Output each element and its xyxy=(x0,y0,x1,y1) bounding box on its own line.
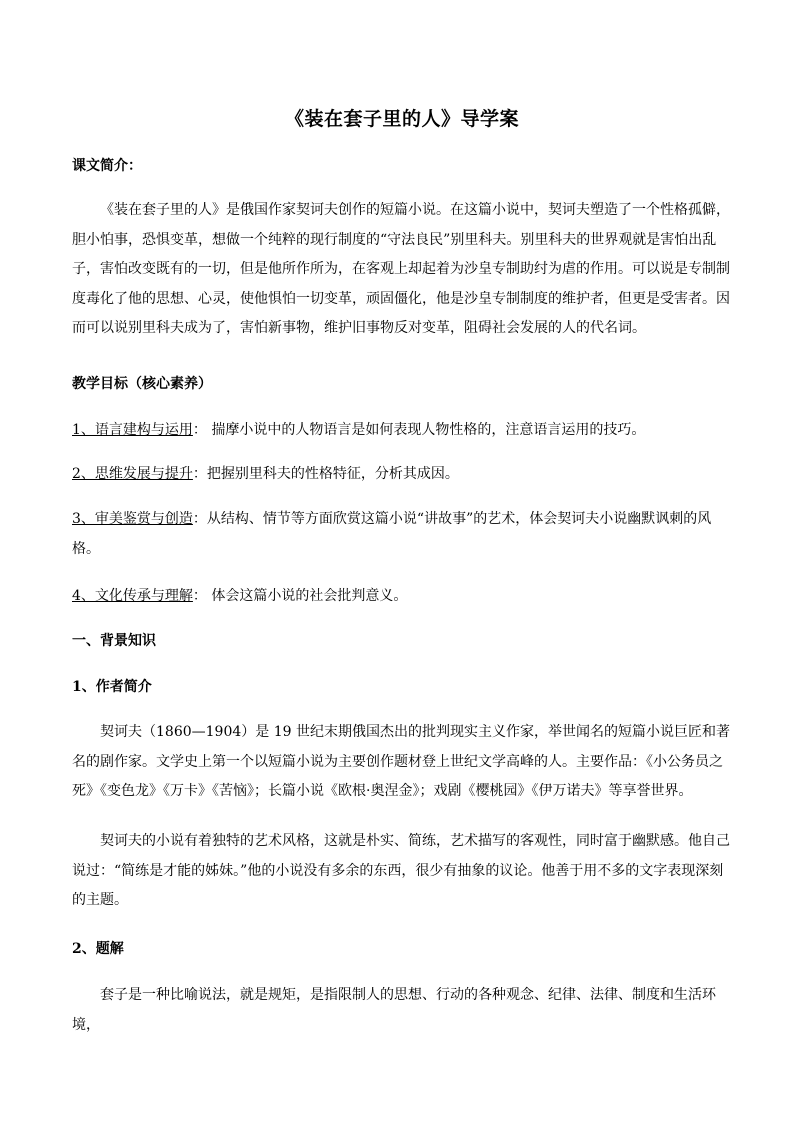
goal-text-1: 揣摩小说中的人物语言是如何表现人物性格的，注意语言运用的技巧。 xyxy=(206,422,646,438)
goal-item-2 xyxy=(72,460,732,490)
goal-item-3 xyxy=(72,505,732,564)
goal-item-1 xyxy=(72,416,732,446)
intro-heading: 课文简介： xyxy=(72,158,142,174)
goal-sep-4: ： xyxy=(192,588,207,604)
title-explain-paragraph: 套子是一种比喻说法，就是规矩，是指限制人的思想、行动的各种观念、纪律、法律、制度和生活环境， xyxy=(72,987,716,1033)
section-background-heading: 一、背景知识 xyxy=(72,633,156,649)
author-paragraph-2: 契诃夫的小说有着独特的艺术风格，这就是朴实、简练，艺术描写的客观性，同时富于幽默感。他自己说过：“简练是才能的姊妹。”他的小说没有多余的东西，很少有抽象的议论。他善于用不多的文字表现深刻的主题。 xyxy=(72,833,730,908)
goal-label-4: 4、文化传承与理解 xyxy=(72,588,193,604)
goal-label-1: 1、语言建构与运用 xyxy=(72,422,193,438)
intro-paragraph: 《装在套子里的人》是俄国作家契诃夫创作的短篇小说。在这篇小说中，契诃夫塑造了一个性格孤僻，胆小怕事，恐惧变革，想做一个纯粹的现行制度的“守法良民”别里科夫。别里科夫的世界观就是害怕出乱子，害怕改变既有的一切，但是他所作所为，在客观上却起着为沙皇专制助纣为虐的作用。可以说是专制制度毒化了他的思想、心灵，使他惧怕一切变革，顽固僵化，他是沙皇专制制度的维护者，但更是受害者。因而可以说别里科夫成为了，害怕新事物，维护旧事物反对变革，阻碍社会发展的人的代名词。 xyxy=(72,202,730,336)
goal-label-2: 2、思维发展与提升 xyxy=(72,466,193,482)
goal-sep-3: ： xyxy=(192,511,207,527)
author-heading: 1、作者简介 xyxy=(72,679,152,695)
author-paragraph-1: 契诃夫（1860—1904）是 19 世纪末期俄国杰出的批判现实主义作家，举世闻名的短篇小说巨匠和著名的剧作家。文学史上第一个以短篇小说为主要创作题材登上世纪文学高峰的人。主要作品：《小公务员之死》《变色龙》《万卡》《苦恼》；长篇小说《欧根·奥涅金》；戏剧《樱桃园》《伊万诺夫》等享誉世界。 xyxy=(72,724,730,799)
goal-sep-2: ： xyxy=(192,466,207,482)
goal-sep-1: ： xyxy=(192,422,207,438)
goal-label-3: 3、审美鉴赏与创造 xyxy=(72,511,193,527)
title-explain-heading: 2、题解 xyxy=(72,941,124,957)
goals-heading: 教学目标（核心素养） xyxy=(72,376,212,392)
goal-text-4: 体会这篇小说的社会批判意义。 xyxy=(206,588,408,604)
goal-text-3: 从结构、情节等方面欣赏这篇小说“讲故事”的艺术，体会契诃夫小说幽默讽刺的风格。 xyxy=(72,511,712,557)
page-title: 《装在套子里的人》导学案 xyxy=(284,108,519,130)
goal-text-2: 把握别里科夫的性格特征，分析其成因。 xyxy=(206,466,459,482)
goal-item-4 xyxy=(72,582,732,612)
